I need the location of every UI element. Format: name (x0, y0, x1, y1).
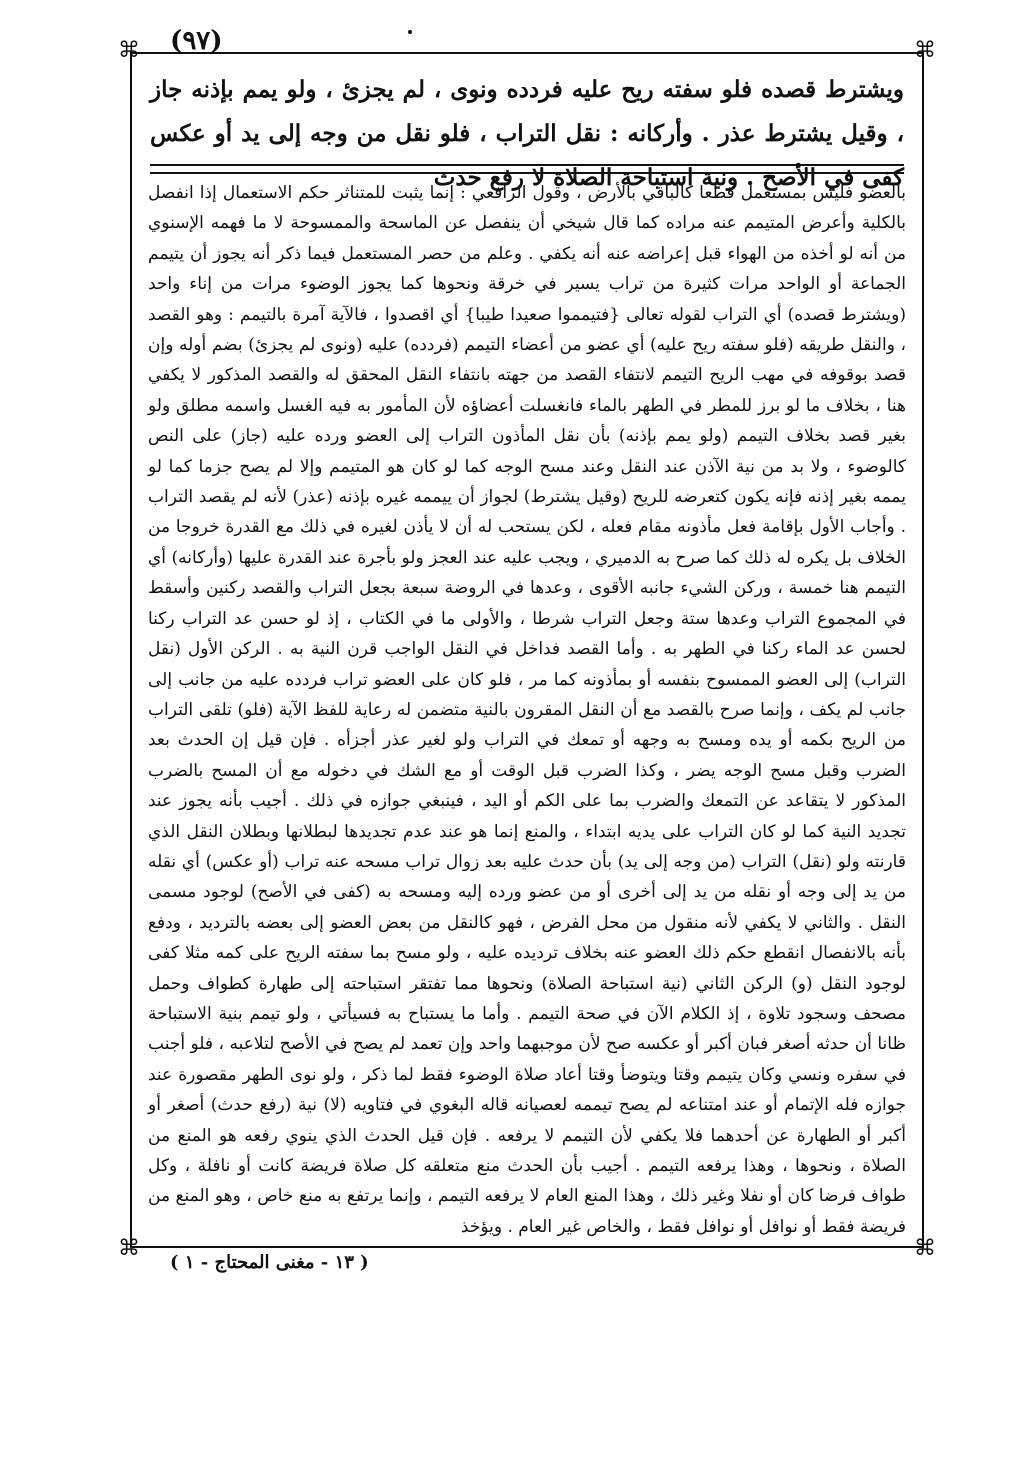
matn-text: ويشترط قصده فلو سفته ريح عليه فردده ونوى ، لم يجزئ ، ولو يمم بإذنه جاز ، وقيل يشترط عذر . وأركانه : نقل التراب ، فلو نقل من وجه إلى يد أو عكس كفى في الأصح . ونية استباحة الصلاة لا رفع حدث (150, 76, 904, 191)
knot-ornament-icon: ⌘ (914, 1236, 936, 1261)
knot-ornament-icon: ⌘ (118, 38, 140, 63)
knot-ornament-icon: ⌘ (914, 38, 936, 63)
commentary-text (148, 178, 906, 1237)
page-number: (٩٧) (170, 26, 223, 56)
signature-footer: ( ١٣ - مغنى المحتاج - ١ ) (170, 1252, 369, 1273)
knot-ornament-icon: ⌘ (118, 1236, 140, 1261)
double-rule-divider (150, 164, 904, 174)
commentary-paragraph: بالعضو فليس بمستعمل قطعا كالباقي بالأرض ، وقول الرافعي : إنما يثبت للمتناثر حكم الاستعمال إذا انفصل بالكلية وأعرض المتيمم عنه مراده كما قال شيخي أن ينفصل عن الماسحة والممسوحة لا ما فهمه الإسنوي من أنه لو أخذه من الهواء قبل إعراضه عنه أنه يكفي . وعلم من حصر المستعمل فيما ذكر أنه يجوز أن يتيمم الجماعة أو الواحد مرات كثيرة من تراب يسير في خرقة ونحوها كما يجوز الوضوء مرات من إناء واحد (ويشترط قصده) أي التراب لقوله تعالى {فتيمموا صعيدا طيبا} أي اقصدوا ، فالآية آمرة بالتيمم : وهو القصد ، والنقل طريقه (فلو سفته ريح عليه) أي عضو من أعضاء التيمم (فردده) عليه (ونوى لم يجزئ) بضم أوله وإن قصد بوقوفه في مهب الريح التيمم لانتفاء القصد من جهته بانتفاء النقل المحقق له والقصد المذكور لا يكفي هنا ، بخلاف ما لو برز للمطر في الطهر بالماء فانغسلت أعضاؤه لأن المأمور به فيه الغسل واسمه مطلق ولو بغير قصد بخلاف التيمم (ولو يمم بإذنه) بأن نقل المأذون التراب إلى العضو ورده عليه (جاز) على النص كالوضوء ، ولا بد من نية الآذن عند النقل وعند مسح الوجه كما لو كان هو المتيمم وإلا لم يصح جزما كما لو يممه بغير إذنه فإنه يكون كتعرضه للريح (وقيل يشترط) لجواز أن ييممه غيره بإذنه (عذر) لأنه لم يقصد التراب . وأجاب الأول بإقامة فعل مأذونه مقام فعله ، لكن يستحب له أن لا يأذن لغيره في ذلك مع القدرة خروجا من الخلاف بل يكره له ذلك كما صرح به الدميري ، ويجب عليه عند العجز ولو بأجرة عند القدرة عليها (وأركانه) أي التيمم هنا خمسة ، وركن الشيء جانبه الأقوى ، وعدها في الروضة سبعة بجعل التراب والقصد ركنين وأسقط في المجموع التراب وعدها ستة وجعل التراب شرطا ، والأولى ما في الكتاب ، إذ لو حسن عد التراب ركنا لحسن عد الماء ركنا في الطهر به . وأما القصد فداخل في النقل الواجب قرن النية به . الركن الأول (نقل التراب) إلى العضو الممسوح بنفسه أو بمأذونه كما مر ، فلو كان على العضو تراب فردده عليه من جانب إلى جانب لم يكف ، وإنما صرح بالقصد مع أن النقل المقرون بالنية متضمن له رعاية للفظ الآية (فلو) تلقى التراب من الريح بكمه أو يده ومسح به وجهه أو تمعك في التراب ولو لغير عذر أجزأه . فإن قيل إن الحدث بعد الضرب وقبل مسح الوجه يضر ، وكذا الضرب قبل الوقت أو مع الشك في دخوله مع أن المسح بالضرب المذكور لا يتقاعد عن التمعك والضرب بما على الكم أو اليد ، فينبغي جوازه في ذلك . أجيب بأنه يجوز عند تجديد النية كما لو كان التراب على يديه ابتداء ، والمنع إنما هو عند عدم تجديدها لبطلانها وبطلان النقل الذي قارنته ولو (نقل) التراب (من وجه إلى يد) بأن حدث عليه بعد زوال تراب مسحه عنه تراب (أو عكس) أي نقله من يد إلى وجه أو نقله من يد إلى أخرى أو من عضو ورده إليه ومسحه به (كفى في الأصح) لوجود مسمى النقل . والثاني لا يكفي لأنه منقول من محل الفرض ، فهو كالنقل من بعض العضو إلى بعضه بالترديد ، ودفع بأنه بالانفصال انقطع حكم ذلك العضو عنه بخلاف ترديده عليه ، ولو مسح بما سفته الريح على كمه مثلا كفى لوجود النقل (و) الركن الثاني (نية استباحة الصلاة) ونحوها مما تفتقر استباحته إلى طهارة كطواف وحمل مصحف وسجود تلاوة ، إذ الكلام الآن في صحة التيمم . وأما ما يستباح به فسيأتي ، ولو تيمم بنية الاستباحة ظانا أن حدثه أصغر فبان أكبر أو عكسه صح لأن موجبهما واحد وإن تعمد لم يصح في الأصح لتلاعبه ، فلو أجنب في سفره ونسي وكان يتيمم وقتا ويتوضأ وقتا أعاد صلاة الوضوء فقط لما ذكر ، ولو نوى الطهر مقصورة عند جوازه فله الإتمام أو عند امتناعه لم يصح تيممه لعصيانه قاله البغوي في فتاويه (لا) نية (رفع حدث) أصغر أو أكبر أو الطهارة عن أحدهما فلا يكفي لأن التيمم لا يرفعه . فإن قيل الحدث الذي ينوي رفعه هو المنع من الصلاة ، ونحوها ، وهذا يرفعه التيمم . أجيب بأن الحدث منع متعلقه كل صلاة فريضة كانت أو نافلة ، وكل طواف فرضا كان أو نفلا وغير ذلك ، وهذا المنع العام لا يرفعه التيمم ، وإنما يرتفع به منع خاص ، وهو المنع من فريضة فقط أو نوافل أو نوافل فقط ، والخاص غير العام . ويؤخذ (148, 183, 906, 1237)
top-dot (408, 30, 412, 34)
